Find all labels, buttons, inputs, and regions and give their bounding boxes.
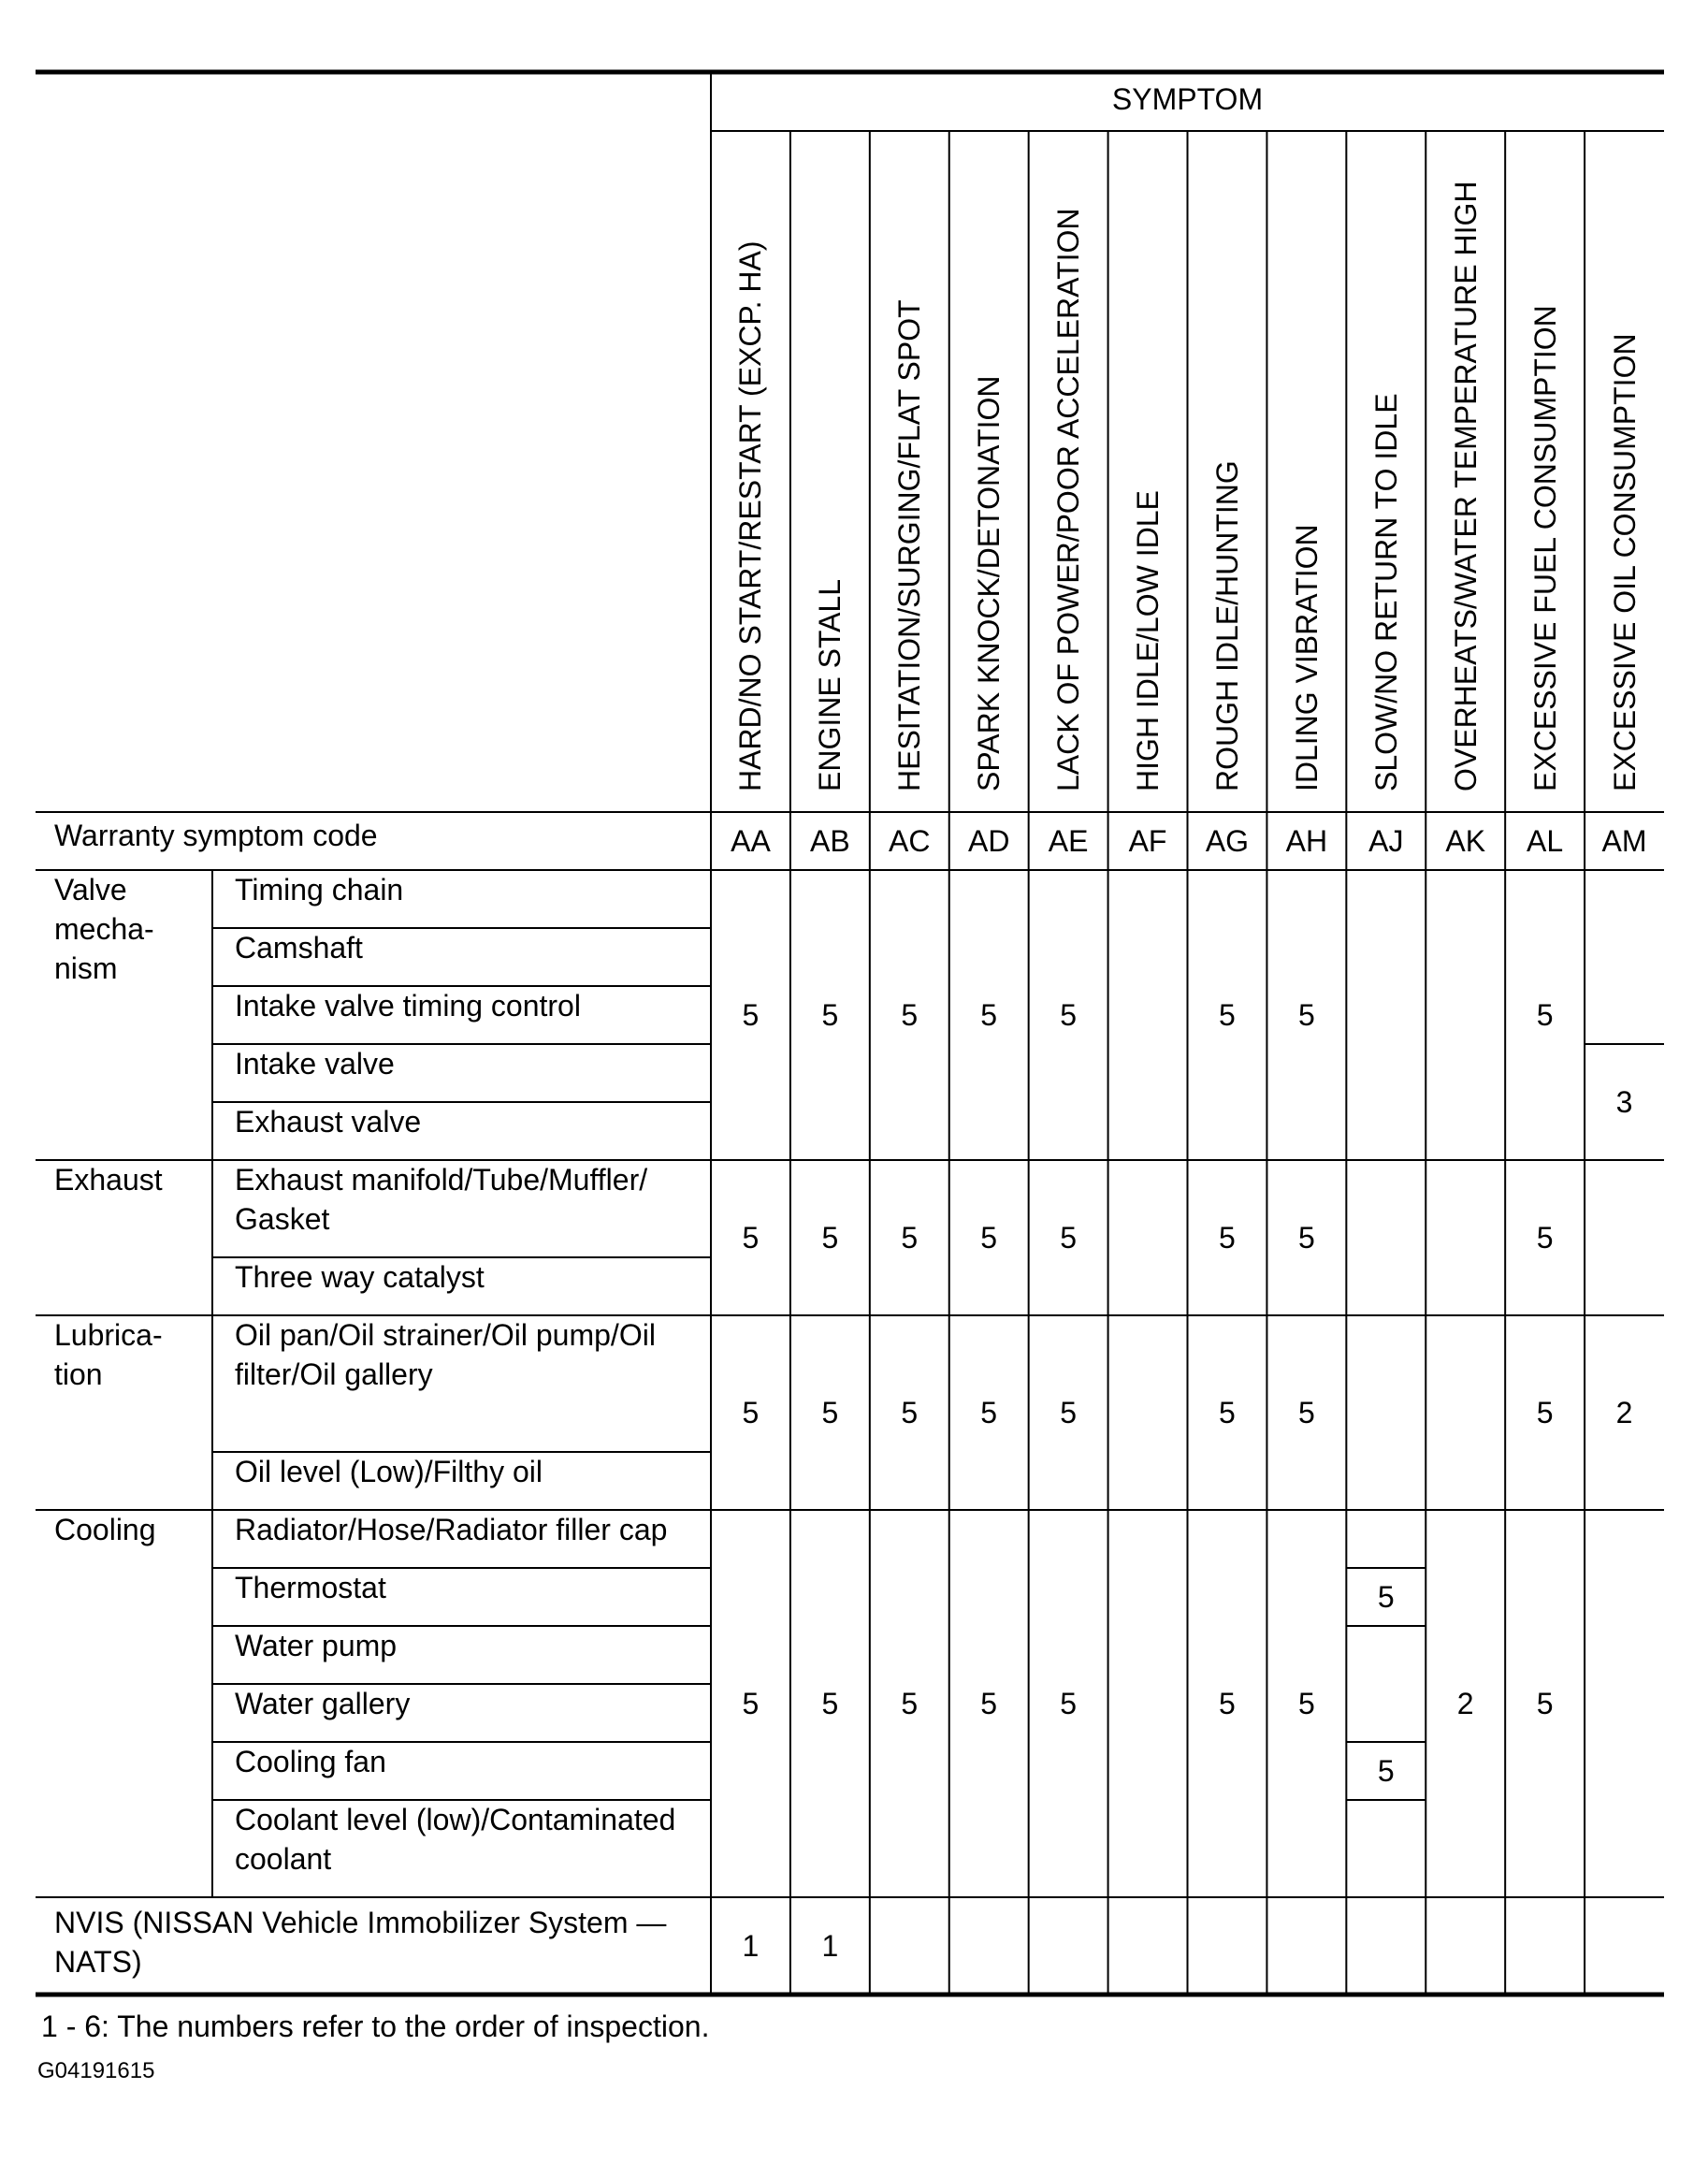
valve-value-aa: 5 xyxy=(742,998,760,1032)
exhaust-value-aa: 5 xyxy=(742,1221,760,1255)
valve-value-ac: 5 xyxy=(901,998,919,1032)
item-label: Water gallery xyxy=(235,1687,411,1720)
item-label: Oil level (Low)/Filthy oil xyxy=(235,1455,543,1488)
item-label: Timing chain xyxy=(235,873,404,907)
item-label: Intake valve xyxy=(235,1047,395,1081)
symptom-code-ag: AG xyxy=(1205,824,1250,858)
lubrication-value-ah: 5 xyxy=(1297,1396,1315,1429)
valve-value-ae: 5 xyxy=(1060,998,1077,1032)
cooling-value-ag: 5 xyxy=(1219,1687,1236,1720)
symptom-label-aj: SLOW/NO RETURN TO IDLE xyxy=(1368,393,1403,791)
symptom-label-am: EXCESSIVE OIL CONSUMPTION xyxy=(1607,333,1642,791)
symptom-label-ak: OVERHEATS/WATER TEMPERATURE HIGH xyxy=(1448,181,1483,791)
item-label: Thermostat xyxy=(235,1571,386,1604)
cooling-value-ak: 2 xyxy=(1456,1687,1474,1720)
symptom-label-ab: ENGINE STALL xyxy=(813,578,847,791)
valve-value-al: 5 xyxy=(1536,998,1554,1032)
symptom-label-ag: ROUGH IDLE/HUNTING xyxy=(1209,460,1244,791)
warranty-code-label: Warranty symptom code xyxy=(54,819,378,852)
item-label: Water pump xyxy=(235,1629,398,1662)
lubrication-value-ad: 5 xyxy=(980,1396,998,1429)
cooling-value-al: 5 xyxy=(1536,1687,1554,1720)
symptom-code-ah: AH xyxy=(1285,824,1328,858)
exhaust-value-ag: 5 xyxy=(1219,1221,1236,1255)
symptom-code-am: AM xyxy=(1601,824,1647,858)
valve-value-am-valves: 3 xyxy=(1615,1085,1633,1119)
cooling-value-ad: 5 xyxy=(980,1687,998,1720)
symptom-code-af: AF xyxy=(1128,824,1167,858)
item-label: Exhaust valve xyxy=(235,1105,422,1139)
item-label: Radiator/Hose/Radiator filler cap xyxy=(235,1513,668,1546)
cooling-value-ah: 5 xyxy=(1297,1687,1315,1720)
cooling-value-aa: 5 xyxy=(742,1687,760,1720)
symptom-label-af: HIGH IDLE/LOW IDLE xyxy=(1131,490,1165,791)
lubrication-value-ag: 5 xyxy=(1219,1396,1236,1429)
lubrication-value-ae: 5 xyxy=(1060,1396,1077,1429)
symptom-code-ae: AE xyxy=(1048,824,1089,858)
item-label: Intake valve timing control xyxy=(235,989,581,1023)
exhaust-value-ab: 5 xyxy=(821,1221,839,1255)
symptom-code-al: AL xyxy=(1527,824,1564,858)
cooling-value-ae: 5 xyxy=(1060,1687,1077,1720)
symptom-label-ac: HESITATION/SURGING/FLAT SPOT xyxy=(892,299,927,791)
item-label: Cooling fan xyxy=(235,1745,386,1778)
item-label: Coolant level (low)/Contaminated coolant xyxy=(235,1803,676,1876)
nvis-label: NVIS (NISSAN Vehicle Immobilizer System — NATS) xyxy=(54,1906,667,1979)
symptom-header: SYMPTOM xyxy=(1111,82,1264,116)
group-label-cooling: Cooling xyxy=(54,1513,156,1546)
nvis-value-ab: 1 xyxy=(821,1929,839,1963)
cooling-value-aj-thermostat: 5 xyxy=(1377,1580,1395,1614)
valve-value-ad: 5 xyxy=(980,998,998,1032)
lubrication-value-aa: 5 xyxy=(742,1396,760,1429)
nvis-value-aa: 1 xyxy=(742,1929,760,1963)
group-label-lubrication: Lubrica- tion xyxy=(54,1318,163,1391)
symptom-label-ad: SPARK KNOCK/DETONATION xyxy=(972,375,1006,791)
item-label: Camshaft xyxy=(235,931,363,965)
group-label-valve: Valve mecha- nism xyxy=(54,873,154,985)
cooling-value-aj-fan: 5 xyxy=(1377,1754,1395,1788)
item-label: Oil pan/Oil strainer/Oil pump/Oil filter/Oil gallery xyxy=(235,1318,656,1391)
lubrication-value-am: 2 xyxy=(1615,1396,1633,1429)
symptom-code-ac: AC xyxy=(889,824,931,858)
lubrication-value-ab: 5 xyxy=(821,1396,839,1429)
lubrication-value-al: 5 xyxy=(1536,1396,1554,1429)
item-label: Exhaust manifold/Tube/Muffler/ Gasket xyxy=(235,1163,648,1236)
exhaust-value-ad: 5 xyxy=(980,1221,998,1255)
cooling-value-ac: 5 xyxy=(901,1687,919,1720)
symptom-label-al: EXCESSIVE FUEL CONSUMPTION xyxy=(1527,305,1562,791)
cooling-value-ab: 5 xyxy=(821,1687,839,1720)
symptom-label-aa: HARD/NO START/RESTART (EXCP. HA) xyxy=(733,240,768,791)
symptom-label-ae: LACK OF POWER/POOR ACCELERATION xyxy=(1051,208,1086,791)
lubrication-value-ac: 5 xyxy=(901,1396,919,1429)
symptom-code-aj: AJ xyxy=(1368,824,1404,858)
symptom-label-ah: IDLING VIBRATION xyxy=(1289,524,1324,791)
valve-value-ag: 5 xyxy=(1219,998,1236,1032)
valve-value-ah: 5 xyxy=(1297,998,1315,1032)
symptom-code-ak: AK xyxy=(1445,824,1486,858)
exhaust-value-al: 5 xyxy=(1536,1221,1554,1255)
group-label-exhaust: Exhaust xyxy=(54,1163,163,1197)
symptom-code-ab: AB xyxy=(810,824,850,858)
symptom-code-aa: AA xyxy=(731,824,771,858)
item-label: Three way catalyst xyxy=(235,1260,485,1294)
symptom-code-ad: AD xyxy=(967,824,1010,858)
exhaust-value-ah: 5 xyxy=(1297,1221,1315,1255)
figure-code: G04191615 xyxy=(37,2058,155,2083)
footnote: 1 - 6: The numbers refer to the order of inspection. xyxy=(41,2010,710,2043)
valve-value-ab: 5 xyxy=(821,998,839,1032)
exhaust-value-ae: 5 xyxy=(1060,1221,1077,1255)
exhaust-value-ac: 5 xyxy=(901,1221,919,1255)
